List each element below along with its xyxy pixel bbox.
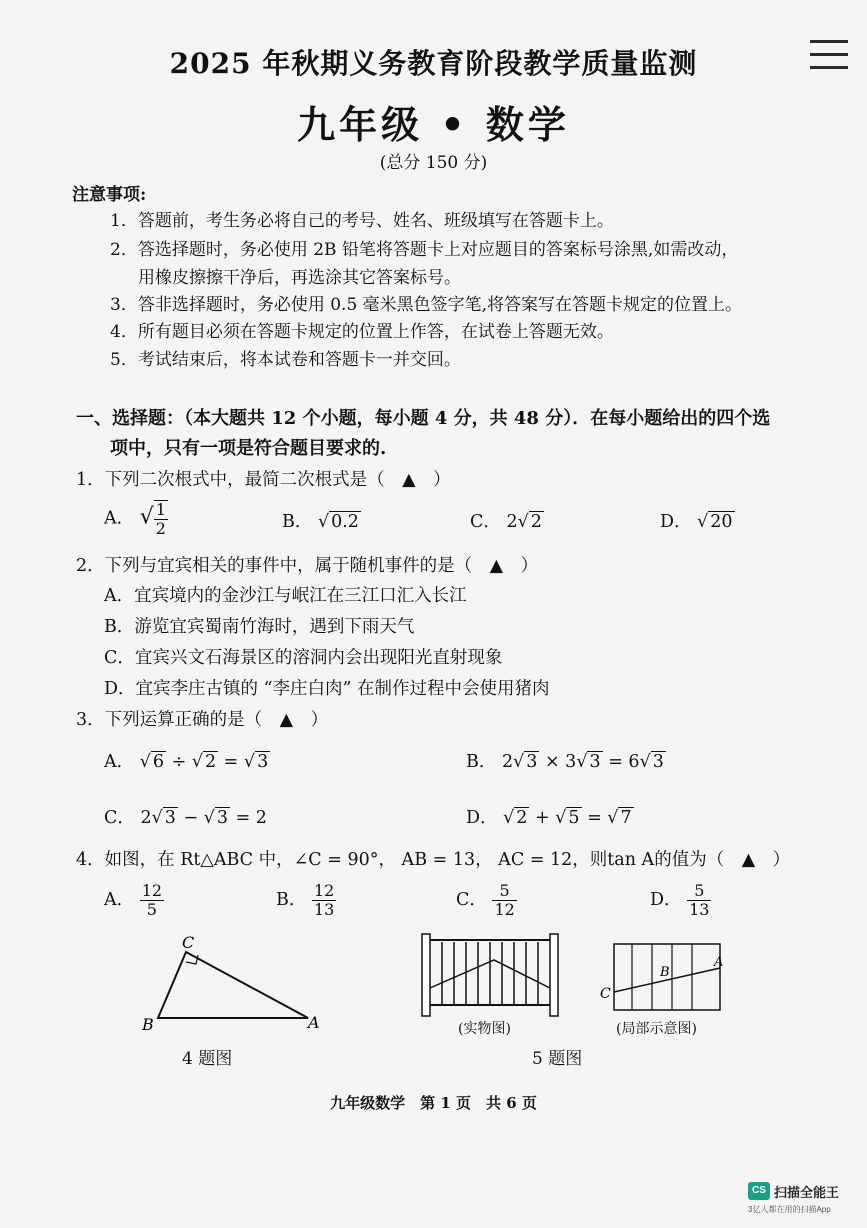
q3-a-label: A．	[104, 752, 135, 772]
fig4-caption: 4 题图	[182, 1049, 233, 1069]
q1-d-label: D．	[660, 512, 692, 532]
q3-option-a: A． √ 6 ÷ √ 2 = √ 3	[104, 752, 269, 772]
q3-d-t1: 2	[516, 808, 528, 828]
fig5-schematic	[596, 938, 730, 1018]
q3-b-t3: 3	[652, 752, 664, 772]
exam-title: 2025 年秋期义务教育阶段教学质量监测	[169, 47, 698, 80]
q3-b-eq: = 6	[602, 752, 640, 772]
vertex-c: C	[182, 933, 195, 952]
q4-a-label: A．	[104, 890, 135, 910]
q1-option-b: B． √ 0.2	[282, 512, 359, 532]
q1-c-val: 2	[530, 512, 542, 532]
q1-option-d: D． √ 20	[660, 512, 733, 532]
notice-heading: 注意事项:	[72, 185, 147, 205]
q4-d-den: 13	[689, 900, 710, 919]
q2-option-a: A．宜宾境内的金沙江与岷江在三江口汇入长江	[104, 586, 467, 606]
scanner-logo-icon: CS	[748, 1182, 770, 1200]
page-footer: 九年级数学 第 1 页 共 6 页	[330, 1094, 537, 1112]
q3-c-op: −	[177, 808, 204, 828]
q1-d-val: 20	[710, 512, 733, 532]
q3-c-eq: = 2	[230, 808, 267, 828]
q3-d-t3: 7	[620, 808, 632, 828]
q3-b-c1: 2	[501, 752, 514, 772]
q1-a-num: 1	[155, 500, 166, 519]
q3-b-label: B．	[466, 752, 497, 772]
q1-c-label: C．	[470, 512, 501, 532]
menu-icon[interactable]	[810, 40, 848, 70]
notice-item-2-cont: 用橡皮擦擦干净后，再选涂其它答案标号。	[138, 268, 461, 288]
q3-a-t2: 2	[204, 752, 217, 772]
right-pole	[550, 934, 558, 1016]
q3-c-label: C．	[104, 808, 135, 828]
notice-item-5: 5．考试结束后，将本试卷和答题卡一并交回。	[110, 350, 461, 370]
left-pole	[422, 934, 430, 1016]
section-heading	[76, 404, 816, 464]
q4-option-c	[456, 882, 517, 919]
section-line-2: 项中，只有一项是符合题目要求的.	[110, 438, 387, 459]
q3-d-t2: 5	[568, 808, 580, 828]
triangle-shape	[158, 952, 308, 1018]
point-b: B	[660, 965, 670, 980]
q2-option-d: D．宜宾李庄古镇的 “李庄白肉” 在制作过程中会使用猪肉	[104, 679, 550, 699]
q4-a-num: 12	[141, 881, 163, 900]
scanner-slogan: 3亿人都在用的扫描App	[748, 1205, 831, 1214]
point-c: C	[600, 986, 611, 1002]
q3-b-t2: 3	[589, 752, 601, 772]
q1-stem: 1．下列二次根式中，最简二次根式是（ ▲ ）	[76, 470, 451, 490]
vertex-a: A	[308, 1013, 320, 1032]
q4-stem: 4．如图，在 Rt△ABC 中，∠C = 90°， AB = 13， AC = 12，则tan A的值为（ ▲ ）	[76, 850, 791, 870]
q4-b-label: B．	[276, 890, 307, 910]
q3-option-d: D． √ 2 + √ 5 = √ 7	[466, 808, 632, 828]
q3-a-op1: ÷	[166, 752, 192, 772]
q4-option-d	[650, 882, 711, 919]
q2-stem: 2．下列与宜宾相关的事件中，属于随机事件的是（ ▲ ）	[76, 556, 539, 576]
fig4-triangle	[130, 930, 330, 1040]
q3-a-eq: =	[218, 752, 244, 772]
q4-c-den: 12	[494, 900, 515, 919]
notice-item-3: 3．答非选择题时，务必使用 0.5 毫米黑色签字笔,将答案写在答题卡规定的位置上。	[110, 295, 743, 315]
q2-option-c: C．宜宾兴文石海景区的溶洞内会出现阳光直射现象	[104, 648, 503, 668]
q3-c-t1: 3	[164, 808, 176, 828]
fig5-caption: 5 题图	[532, 1049, 583, 1069]
q2-option-b: B．游览宜宾蜀南竹海时，遇到下雨天气	[104, 617, 415, 637]
notice-item-1: 1．答题前，考生务必将自己的考号、姓名、班级填写在答题卡上。	[110, 211, 614, 231]
q4-option-a	[104, 882, 164, 919]
point-a: A	[714, 955, 724, 970]
q3-b-t1: 3	[526, 752, 538, 772]
q1-b-label: B．	[282, 512, 313, 532]
q4-c-label: C．	[456, 890, 487, 910]
q3-c-c1: 2	[140, 808, 152, 828]
q1-a-label: A．	[104, 508, 135, 529]
q4-c-num: 5	[492, 882, 516, 901]
q3-a-t1: 6	[152, 752, 165, 772]
q3-option-b: B． 2√ 3 × 3√ 3 = 6√ 3	[466, 752, 664, 772]
q4-d-label: D．	[650, 890, 682, 910]
q3-c-t2: 3	[216, 808, 228, 828]
vertex-b: B	[142, 1015, 154, 1034]
q1-option-c: C． 2√ 2	[470, 512, 542, 532]
q3-d-label: D．	[466, 808, 498, 828]
q3-d-eq: =	[581, 808, 608, 828]
exam-subject: 九年级 • 数学	[297, 102, 570, 147]
total-score: (总分 150 分)	[379, 153, 488, 173]
section-line-1: 一、选择题：（本大题共 12 个小题，每小题 4 分，共 48 分）．在每小题给出的四个选	[76, 408, 771, 429]
q3-a-t3: 3	[257, 752, 269, 772]
q3-stem: 3．下列运算正确的是（ ▲ ）	[76, 710, 329, 730]
q3-option-c: C． 2√ 3 − √ 3 = 2	[104, 808, 267, 828]
notice-item-4: 4．所有题目必须在答题卡规定的位置上作答，在试卷上答题无效。	[110, 322, 614, 342]
fig5-real-label: (实物图)	[458, 1021, 511, 1037]
slats	[442, 942, 538, 1004]
q4-b-num: 12	[313, 881, 335, 900]
notice-item-2: 2．答选择题时，务必使用 2B 铅笔将答题卡上对应题目的答案标号涂黑,如需改动，	[110, 240, 739, 260]
q1-c-coef: 2	[506, 512, 518, 532]
q4-b-den: 13	[313, 900, 335, 919]
q4-a-den: 5	[146, 900, 157, 919]
q4-d-num: 5	[687, 882, 711, 901]
fig5-real-object	[414, 930, 566, 1020]
scanner-name: 扫描全能王	[774, 1185, 840, 1200]
fig5-schematic-label: (局部示意图)	[616, 1021, 697, 1037]
q4-option-b	[276, 882, 336, 919]
q3-b-op: × 3	[539, 752, 577, 772]
q1-option-a: A． √ $\frac{1}{2}$	[104, 500, 166, 538]
q1-a-den: 2	[155, 519, 166, 538]
q1-b-val: 0.2	[331, 512, 359, 532]
q3-d-op: +	[529, 808, 556, 828]
scanner-watermark	[748, 1180, 860, 1220]
